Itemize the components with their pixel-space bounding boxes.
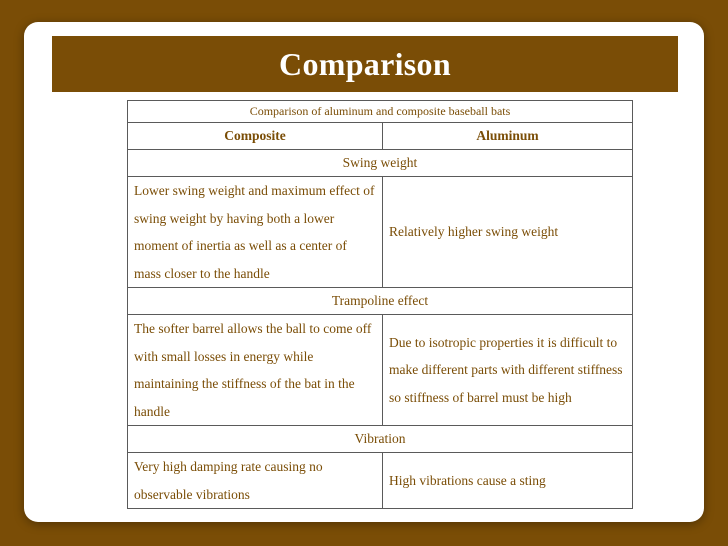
composite-vibration-cell: Very high damping rate causing no observable vibrations	[128, 453, 383, 509]
table-row	[128, 177, 633, 288]
section-title-trampoline-effect: Trampoline effect	[128, 288, 633, 315]
slide	[24, 22, 704, 522]
composite-trampoline-cell: The softer barrel allows the ball to come off with small losses in energy while maintaining the stiffness of the bat in the handle	[128, 315, 383, 426]
header-composite: Composite	[128, 123, 383, 150]
slide-title: Comparison	[52, 36, 678, 92]
table-row	[128, 453, 633, 509]
table-row	[128, 315, 633, 426]
table-caption-row	[128, 101, 633, 123]
section-row-swing-weight	[128, 150, 633, 177]
table-caption: Comparison of aluminum and composite baseball bats	[128, 101, 633, 123]
aluminum-trampoline-cell: Due to isotropic properties it is difficult to make different parts with different stiffness so stiffness of barrel must be high	[383, 315, 633, 426]
aluminum-swing-weight-cell: Relatively higher swing weight	[383, 177, 633, 288]
aluminum-vibration-cell: High vibrations cause a sting	[383, 453, 633, 509]
section-row-vibration	[128, 426, 633, 453]
header-aluminum: Aluminum	[383, 123, 633, 150]
table-header-row	[128, 123, 633, 150]
section-title-swing-weight: Swing weight	[128, 150, 633, 177]
composite-swing-weight-cell: Lower swing weight and maximum effect of swing weight by having both a lower moment of inertia as well as a center of mass closer to the handle	[128, 177, 383, 288]
section-row-trampoline-effect	[128, 288, 633, 315]
comparison-table	[127, 100, 633, 509]
section-title-vibration: Vibration	[128, 426, 633, 453]
